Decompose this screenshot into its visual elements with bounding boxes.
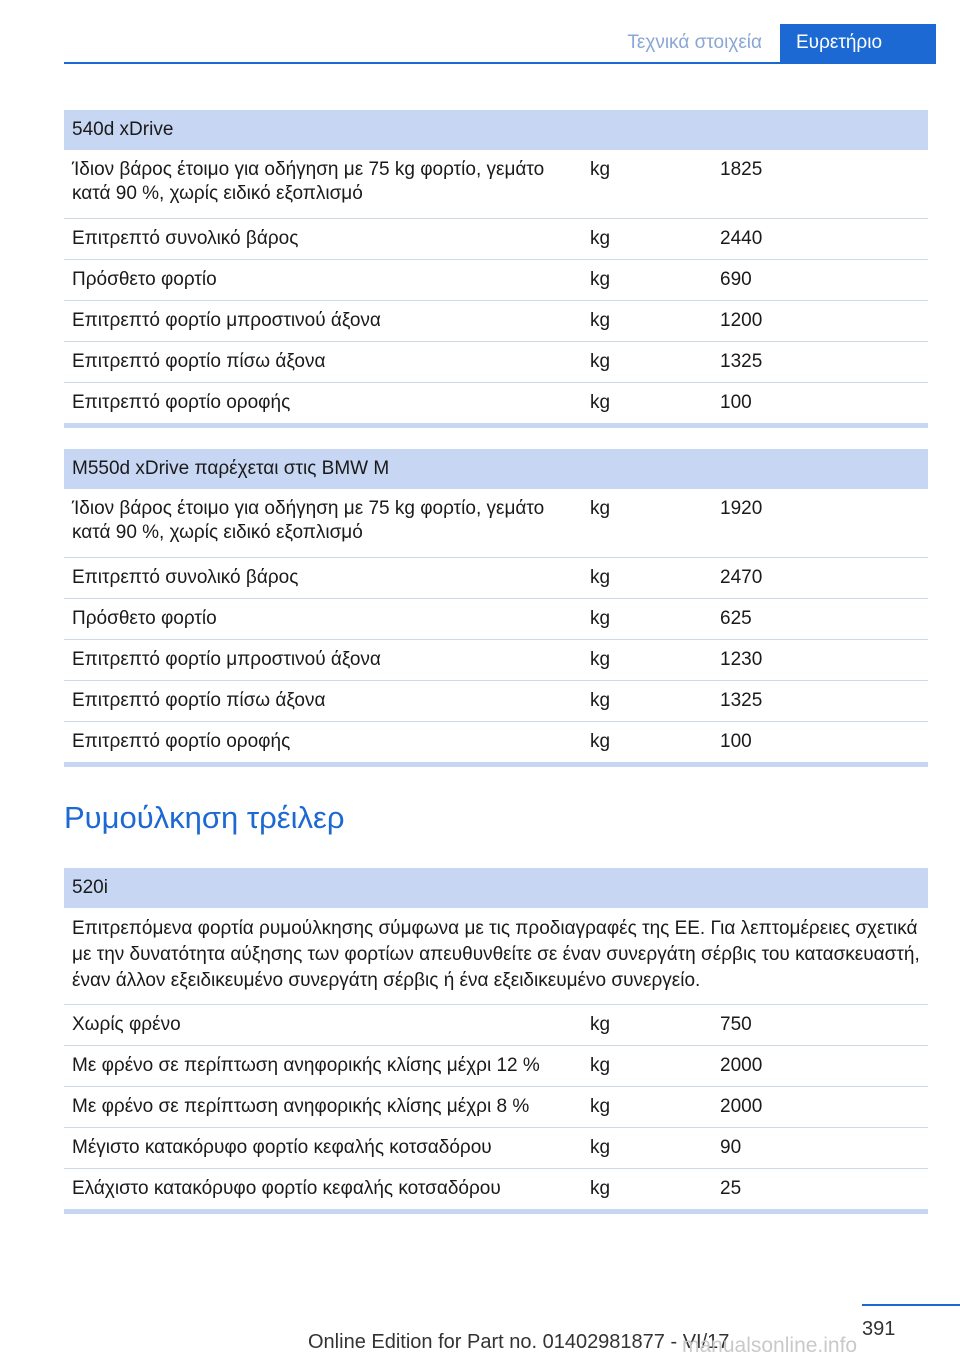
tab-technical-data[interactable]: Τεχνικά στοιχεία — [627, 32, 762, 53]
page-number-rule — [862, 1304, 960, 1306]
row-value: 2440 — [720, 228, 763, 249]
table-row — [64, 1005, 928, 1046]
table-520i-towing — [64, 868, 928, 1214]
section-heading: Ρυμούλκηση τρέιλερ — [64, 800, 345, 835]
row-unit: kg — [590, 159, 611, 180]
row-label: Ελάχιστο κατακόρυφο φορτίο κεφαλής κοτσαδόρου — [72, 1178, 501, 1199]
row-label: Επιτρεπτό φορτίο μπροστινού άξονα — [72, 649, 381, 670]
row-value: 100 — [720, 392, 752, 413]
page-number: 391 — [862, 1318, 896, 1340]
row-value: 1200 — [720, 310, 763, 331]
table-title: 540d xDrive — [64, 110, 928, 150]
row-label: Επιτρεπτό φορτίο πίσω άξονα — [72, 351, 326, 372]
row-unit: kg — [590, 690, 611, 711]
row-unit: kg — [590, 1096, 611, 1117]
tab-index[interactable]: Ευρετήριο — [780, 24, 936, 62]
table-row — [64, 301, 928, 342]
row-value: 90 — [720, 1137, 742, 1158]
row-label: Επιτρεπτό συνολικό βάρος — [72, 228, 299, 249]
row-value: 25 — [720, 1178, 742, 1199]
table-end-bar — [64, 423, 928, 428]
row-label: Μέγιστο κατακόρυφο φορτίο κεφαλής κοτσαδόρου — [72, 1137, 492, 1158]
table-row — [64, 681, 928, 722]
table-title: 520i — [64, 868, 928, 908]
row-unit: kg — [590, 649, 611, 670]
row-label: Ίδιον βάρος έτοιμο για οδήγηση με 75 kg φορτίο, γεμάτο κατά 90 %, χωρίς ειδικό εξοπλισμό — [72, 159, 545, 204]
watermark: manualsonline.info — [682, 1334, 858, 1357]
row-unit: kg — [590, 1178, 611, 1199]
table-title: M550d xDrive παρέχεται στις BMW M — [64, 449, 928, 489]
row-label: Επιτρεπτό φορτίο οροφής — [72, 392, 291, 413]
row-unit: kg — [590, 1137, 611, 1158]
row-value: 2000 — [720, 1096, 763, 1117]
row-unit: kg — [590, 392, 611, 413]
row-label: Επιτρεπτό φορτίο οροφής — [72, 731, 291, 752]
row-unit: kg — [590, 310, 611, 331]
row-unit: kg — [590, 351, 611, 372]
row-label: Επιτρεπτό φορτίο μπροστινού άξονα — [72, 310, 381, 331]
row-unit: kg — [590, 1014, 611, 1035]
row-unit: kg — [590, 269, 611, 290]
row-value: 1325 — [720, 351, 763, 372]
row-label: Επιτρεπτό φορτίο πίσω άξονα — [72, 690, 326, 711]
table-row — [64, 260, 928, 301]
row-value: 690 — [720, 269, 752, 290]
table-540d — [64, 110, 928, 428]
table-note: Επιτρεπόμενα φορτία ρυμούλκησης σύμφωνα με τις προδιαγραφές της ΕΕ. Για λεπτομέρειες σχετικά με την δυνατότητα αύξησης των φορτίων απευθυνθείτε σε έναν συνεργάτη σέρβις του κατασκευαστή, έναν άλλον εξειδικευμένο συνεργάτη σέρβις ή ένα εξειδικευμένο συνεργείο. — [64, 908, 928, 1005]
row-unit: kg — [590, 1055, 611, 1076]
row-unit: kg — [590, 498, 611, 519]
row-unit: kg — [590, 228, 611, 249]
row-value: 2000 — [720, 1055, 763, 1076]
table-m550d — [64, 449, 928, 767]
row-label: Ίδιον βάρος έτοιμο για οδήγηση με 75 kg φορτίο, γεμάτο κατά 90 %, χωρίς ειδικό εξοπλισμό — [72, 498, 545, 543]
row-unit: kg — [590, 608, 611, 629]
row-unit: kg — [590, 567, 611, 588]
row-value: 1230 — [720, 649, 763, 670]
row-label: Με φρένο σε περίπτωση ανηφορικής κλίσης μέχρι 8 % — [72, 1096, 530, 1117]
row-label: Με φρένο σε περίπτωση ανηφορικής κλίσης μέχρι 12 % — [72, 1055, 540, 1076]
row-value: 100 — [720, 731, 752, 752]
table-end-bar — [64, 1209, 928, 1214]
row-value: 1325 — [720, 690, 763, 711]
row-value: 625 — [720, 608, 752, 629]
row-unit: kg — [590, 731, 611, 752]
row-value: 750 — [720, 1014, 752, 1035]
table-end-bar — [64, 762, 928, 767]
table-row — [64, 1087, 928, 1128]
footer-edition: Online Edition for Part no. 01402981877 - VI/17 — [308, 1331, 730, 1353]
row-label: Πρόσθετο φορτίο — [72, 608, 217, 629]
table-row — [64, 150, 928, 219]
row-label: Επιτρεπτό συνολικό βάρος — [72, 567, 299, 588]
table-row — [64, 640, 928, 681]
table-row — [64, 489, 928, 558]
table-row — [64, 1128, 928, 1169]
row-value: 2470 — [720, 567, 763, 588]
table-row — [64, 599, 928, 640]
table-row — [64, 219, 928, 260]
table-row — [64, 722, 928, 762]
row-value: 1825 — [720, 159, 763, 180]
row-label: Χωρίς φρένο — [72, 1014, 181, 1035]
table-row — [64, 1046, 928, 1087]
table-row — [64, 383, 928, 423]
row-value: 1920 — [720, 498, 763, 519]
header-nav — [609, 24, 936, 62]
header-divider — [64, 62, 936, 64]
table-row — [64, 558, 928, 599]
table-row — [64, 1169, 928, 1209]
table-row — [64, 342, 928, 383]
row-label: Πρόσθετο φορτίο — [72, 269, 217, 290]
